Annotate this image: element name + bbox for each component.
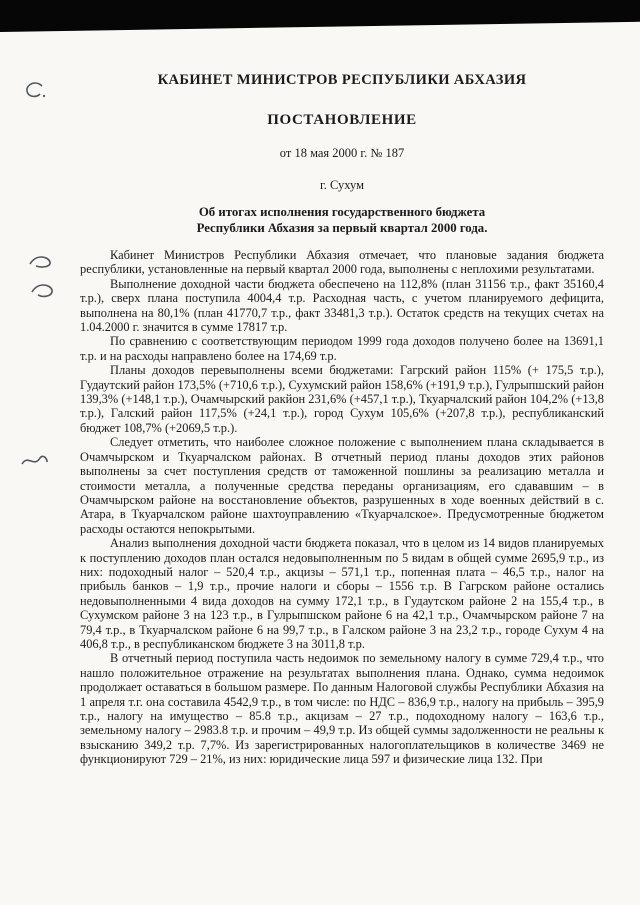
document-content: [80, 46, 604, 767]
paragraph: Планы доходов перевыполнены всеми бюджетами: Гагрский район 115% (+ 175,5 т.р.), Гудаутский район 173,5% (+710,6 т.р.), Сухумский район 158,6% (+191,9 т.р.), Гулрыпшский район 139,3% (+148,1 т.р.), Очамчырский ракйон 231,6% (+457,1 т.р.), Ткуарчалский район 104,2% (+13,8 т.р.), Галский район 117,5% (+24,1 т.р.), город Сухум 105,6% (+207,8 т.р.), республиканский бюджет 108,7% (+2069,5 т.р.).: [80, 363, 604, 435]
org-title: КАБИНЕТ МИНИСТРОВ РЕСПУБЛИКИ АБХАЗИЯ: [157, 72, 527, 88]
paragraph: Кабинет Министров Республики Абхазия отмечает, что плановые задания бюджета республики, установленные на первый квартал 2000 года, выполнены с неплохими результатами.: [80, 248, 604, 277]
handwritten-squiggle-icon: [20, 450, 50, 474]
date-line: от 18 мая 2000 г. № 187: [279, 146, 405, 160]
paragraph: Следует отметить, что наиболее сложное положение с выполнением плана складывается в Очамчырском и Ткуарчалском районах. В отчетный период планы доходов этих районов выполнены за счет поступления средств от таможенной пошлины за реализацию металла и стоимости металла, а полученные средства переданы организациям, его сдававшим – в Очамчырском районе на восстановление объектов, разрушенных в ходе военных действий в с. Атара, в Ткуарчалском районе шахтоуправлению «Ткуарчалское». Предусмотренные бюджетом расходы остаются непокрытыми.: [80, 435, 604, 536]
document-body: [80, 248, 604, 767]
handwritten-squiggle-icon: [26, 252, 56, 304]
subject-line-2: Республики Абхазия за первый квартал 2000 года.: [196, 221, 488, 235]
doc-type-title: ПОСТАНОВЛЕНИЕ: [267, 112, 417, 128]
subject-title: [80, 204, 604, 236]
paragraph: Анализ выполнения доходной части бюджета показал, что в целом из 14 видов планируемых к поступлению доходов план остался недовыполненным по 5 видам в общей сумме 2695,9 т.р., из них: подоходный налог – 520,4 т.р., акцизы – 571,1 т.р., попенная плата – 46,5 т.р., налог на прибыль банков – 1,9 т.р., прочие налоги и сборы – 1556 т.р. В Гагрском районе остались недовыполненными 4 вида доходов на сумму 172,1 т.р., в Гудаутском районе 2 на 155,4 т.р., в Сухумском районе 3 на 123 т.р., в Гулрыпшском районе 6 на 42,1 т.р., Очамчырском районе 7 на 79,4 т.р., в Ткуарчалском районе 6 на 99,7 т.р., в Галском районе 3 на 23,2 т.р., городе Сухум 4 на 406,8 т.р., в республиканском бюджете 3 на 3011,8 т.р.: [80, 536, 604, 651]
paragraph: По сравнению с соответствующим периодом 1999 года доходов получено более на 13691,1 т.р. и на расходы направлено более на 174,69 т.р.: [80, 334, 604, 363]
handwritten-squiggle-icon: [22, 80, 48, 102]
city-line: г. Сухум: [319, 178, 364, 192]
scan-top-edge: [0, 0, 640, 32]
paragraph: В отчетный период поступила часть недоимок по земельному налогу в сумме 729,4 т.р., что нашло положительное отражение на результатах выполнения плана. Однако, сумма недоимок продолжает оставаться в большом размере. По данным Налоговой службы Республики Абхазия на 1 апреля т.г. она составила 4542,9 т.р., в том числе: по НДС – 836,9 т.р., налогу на прибыль – 395,9 т.р., налогу на имущество – 85.8 т.р., акцизам – 27 т.р., подоходному налогу – 163,6 т.р., земельному налогу – 2983.8 т.р. и прочим – 49,9 т.р. Из общей суммы задолженности не реальны к взысканию 349,2 т.р. 7,7%. Из зарегистрированных налогоплательщиков в количестве 3469 не функционируют 729 – 21%, из них: юридические лица 597 и физические лица 132. При: [80, 651, 604, 767]
subject-line-1: Об итогах исполнения государственного бюджета: [198, 205, 486, 219]
paragraph: Выполнение доходной части бюджета обеспечено на 112,8% (план 31156 т.р., факт 35160,4 т.р.), сверх плана поступила 4004,4 т.р. Расходная часть, с учетом планируемого дефицита, выполнена на 80,1% (план 41770,7 т.р., факт 33481,3 т.р.). Остаток средств на текущих счетах на 1.04.2000 г. значится в сумме 17817 т.р.: [80, 276, 604, 335]
